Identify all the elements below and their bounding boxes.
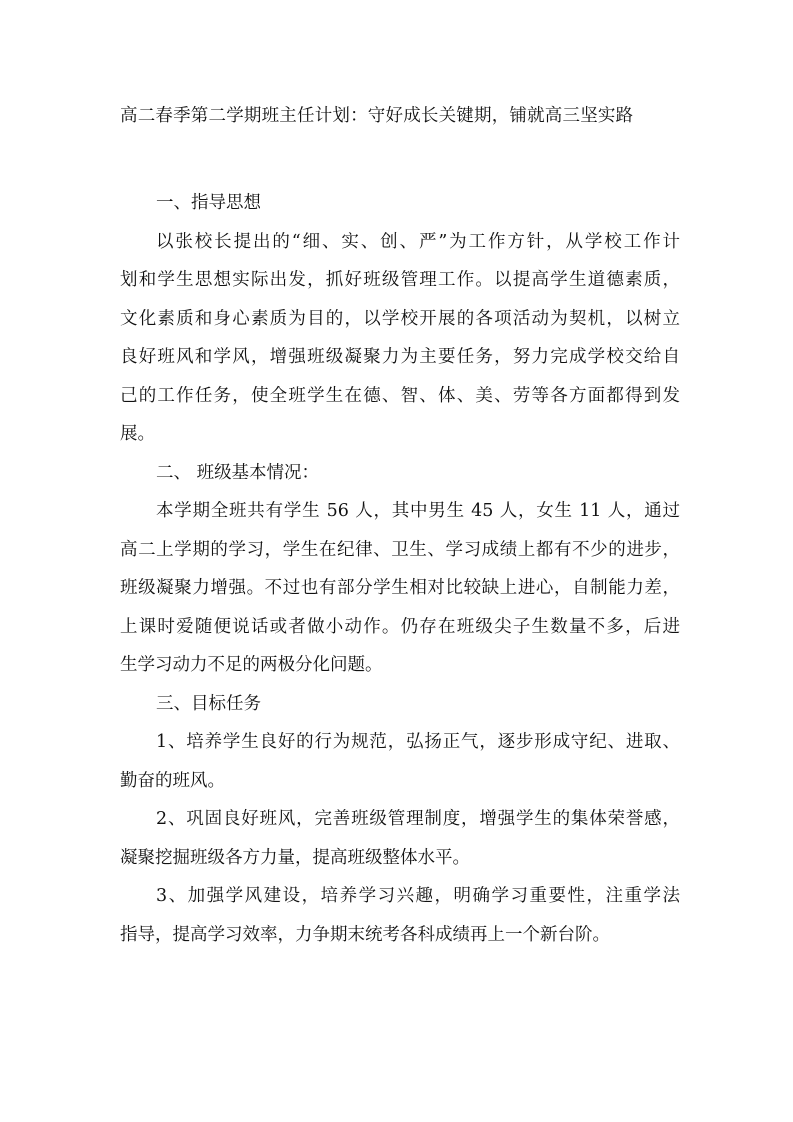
paragraph-line: 勤奋的班风。: [120, 770, 225, 791]
paragraph-line: 己的工作任务，使全班学生在德、智、体、美、劳等各方面都得到发: [120, 385, 680, 406]
section-heading: 一、指导思想: [156, 193, 261, 213]
paragraph-line: 3、加强学风建设，培养学习兴趣，明确学习重要性，注重学法: [156, 886, 680, 906]
paragraph-line: 1、培养学生良好的行为规范，弘扬正气，逐步形成守纪、进取、: [156, 732, 680, 752]
paragraph-line: 文化素质和身心素质为目的，以学校开展的各项活动为契机，以树立: [120, 308, 680, 329]
paragraph-line: 良好班风和学风，增强班级凝聚力为主要任务，努力完成学校交给自: [120, 347, 680, 367]
paragraph-line: 本学期全班共有学生 56 人，其中男生 45 人，女生 11 人，通过: [156, 501, 680, 521]
paragraph-line: 2、巩固良好班风，完善班级管理制度，增强学生的集体荣誉感，: [156, 809, 680, 829]
section-heading: 三、目标任务: [156, 693, 261, 714]
paragraph-line: 以张校长提出的“细、实、创、严”为工作方针，从学校工作计: [156, 231, 680, 252]
paragraph-line: 高二上学期的学习，学生在纪律、卫生、学习成绩上都有不少的进步，: [120, 539, 680, 560]
section-heading: 二、 班级基本情况：: [156, 462, 320, 483]
paragraph-line: 展。: [120, 424, 155, 444]
paragraph-line: 上课时爱随便说话或者做小动作。仍存在班级尖子生数量不多，后进: [120, 616, 680, 637]
paragraph-line: 凝聚挖掘班级各方力量，提高班级整体水平。: [120, 847, 470, 868]
document-body: [120, 184, 680, 954]
paragraph-line: 生学习动力不足的两极分化问题。: [120, 655, 383, 675]
paragraph-line: 班级凝聚力增强。不过也有部分学生相对比较缺上进心，自制能力差，: [120, 578, 680, 598]
paragraph-line: 划和学生思想实际出发，抓好班级管理工作。以提高学生道德素质，: [120, 270, 680, 290]
document-title: 高二春季第二学期班主任计划：守好成长关键期，铺就高三坚实路: [120, 106, 634, 126]
paragraph-line: 指导，提高学习效率，力争期末统考各科成绩再上一个新台阶。: [120, 924, 610, 945]
